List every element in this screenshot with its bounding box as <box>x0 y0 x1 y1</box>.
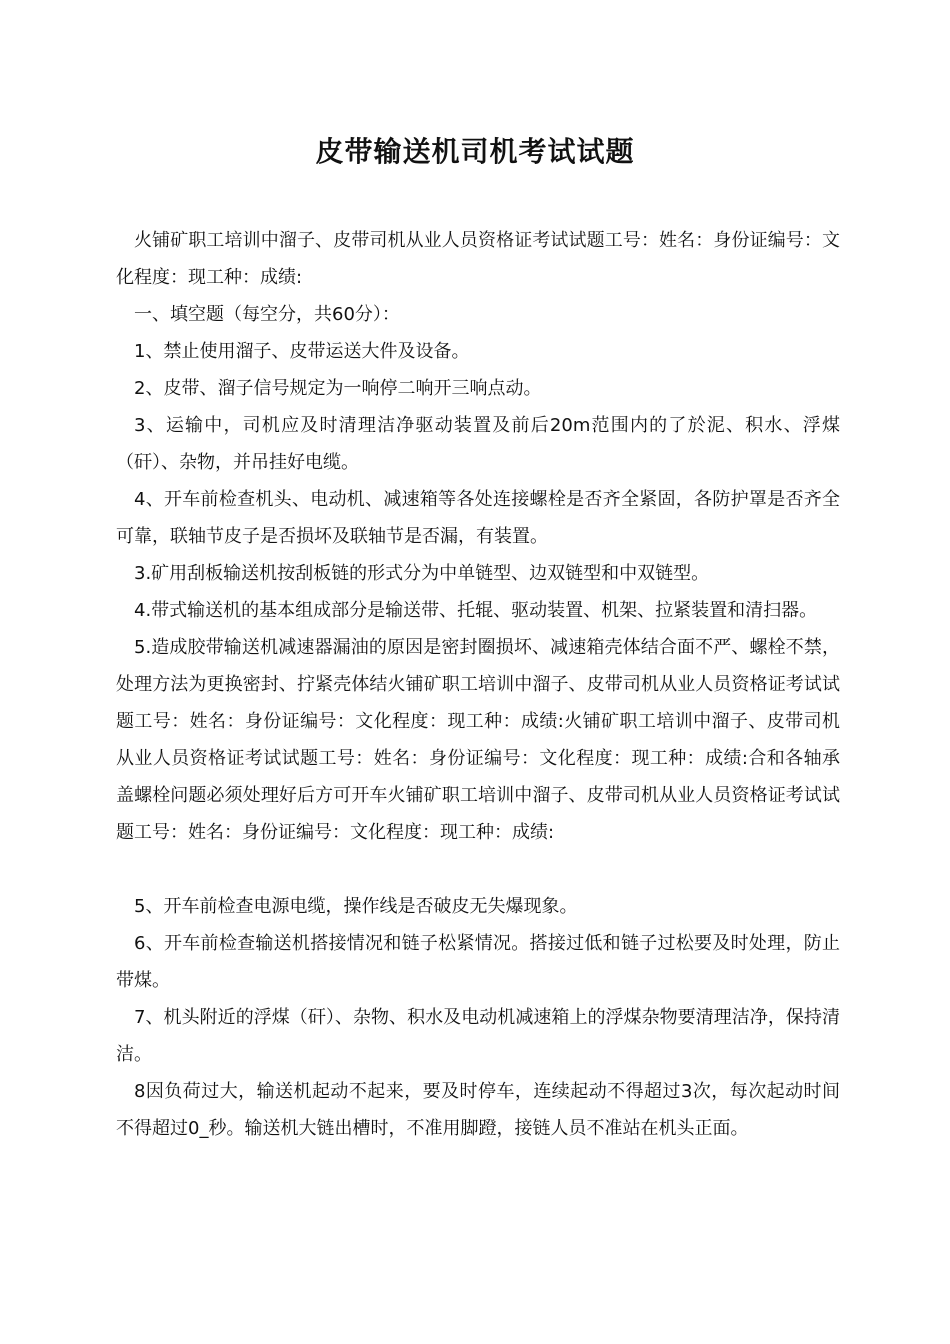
question-paragraph: 4.带式输送机的基本组成部分是输送带、托辊、驱动装置、机架、拉紧装置和清扫器。 <box>134 600 818 621</box>
question-paragraph: 6、开车前检查输送机搭接情况和链子松紧情况。搭接过低和链子过松要及时处理，防止带煤。 <box>116 933 840 991</box>
section-heading-fill-in: 一、填空题（每空分，共60分）： <box>134 304 400 325</box>
question-paragraph: 1、禁止使用溜子、皮带运送大件及设备。 <box>134 341 470 362</box>
question-paragraph: 3、运输中，司机应及时清理洁净驱动装置及前后20m范围内的了於泥、积水、浮煤（矸）、杂物，并吊挂好电缆。 <box>116 415 840 473</box>
question-paragraph: 8因负荷过大，输送机起动不起来，要及时停车，连续起动不得超过3次，每次起动时间不得超过0_秒。输送机大链出槽时，不准用脚蹬，接链人员不准站在机头正面。 <box>116 1081 840 1139</box>
document-title: 皮带输送机司机考试试题 <box>315 135 635 168</box>
exam-header-paragraph: 火铺矿职工培训中溜子、皮带司机从业人员资格证考试试题工号：姓名：身份证编号：文化程度：现工种：成绩: <box>116 230 840 288</box>
question-paragraph: 2、皮带、溜子信号规定为一响停二响开三响点动。 <box>134 378 542 399</box>
question-paragraph: 4、开车前检查机头、电动机、减速箱等各处连接螺栓是否齐全紧固，各防护罩是否齐全可靠，联轴节皮子是否损坏及联轴节是否漏，有装置。 <box>116 489 840 547</box>
paragraph-spacer <box>116 851 840 888</box>
question-paragraph: 5、开车前检查电源电缆，操作线是否破皮无失爆现象。 <box>134 896 578 917</box>
question-paragraph: 3.矿用刮板输送机按刮板链的形式分为中单链型、边双链型和中双链型。 <box>134 563 710 584</box>
question-paragraph: 5.造成胶带输送机减速器漏油的原因是密封圈损坏、减速箱壳体结合面不严、螺栓不禁，处理方法为更换密封、拧紧壳体结火铺矿职工培训中溜子、皮带司机从业人员资格证考试试题工号：姓名：身份证编号：文化程度：现工种：成绩:火铺矿职工培训中溜子、皮带司机从业人员资格证考试试题工号：姓名：身份证编号：文化程度：现工种：成绩:合和各轴承盖螺栓问题必须处理好后方可开车火铺矿职工培训中溜子、皮带司机从业人员资格证考试试题工号：姓名：身份证编号：文化程度：现工种：成绩: <box>116 637 840 843</box>
document-body <box>116 222 840 1147</box>
question-paragraph: 7、机头附近的浮煤（矸）、杂物、积水及电动机减速箱上的浮煤杂物要清理洁净，保持清洁。 <box>116 1007 840 1065</box>
